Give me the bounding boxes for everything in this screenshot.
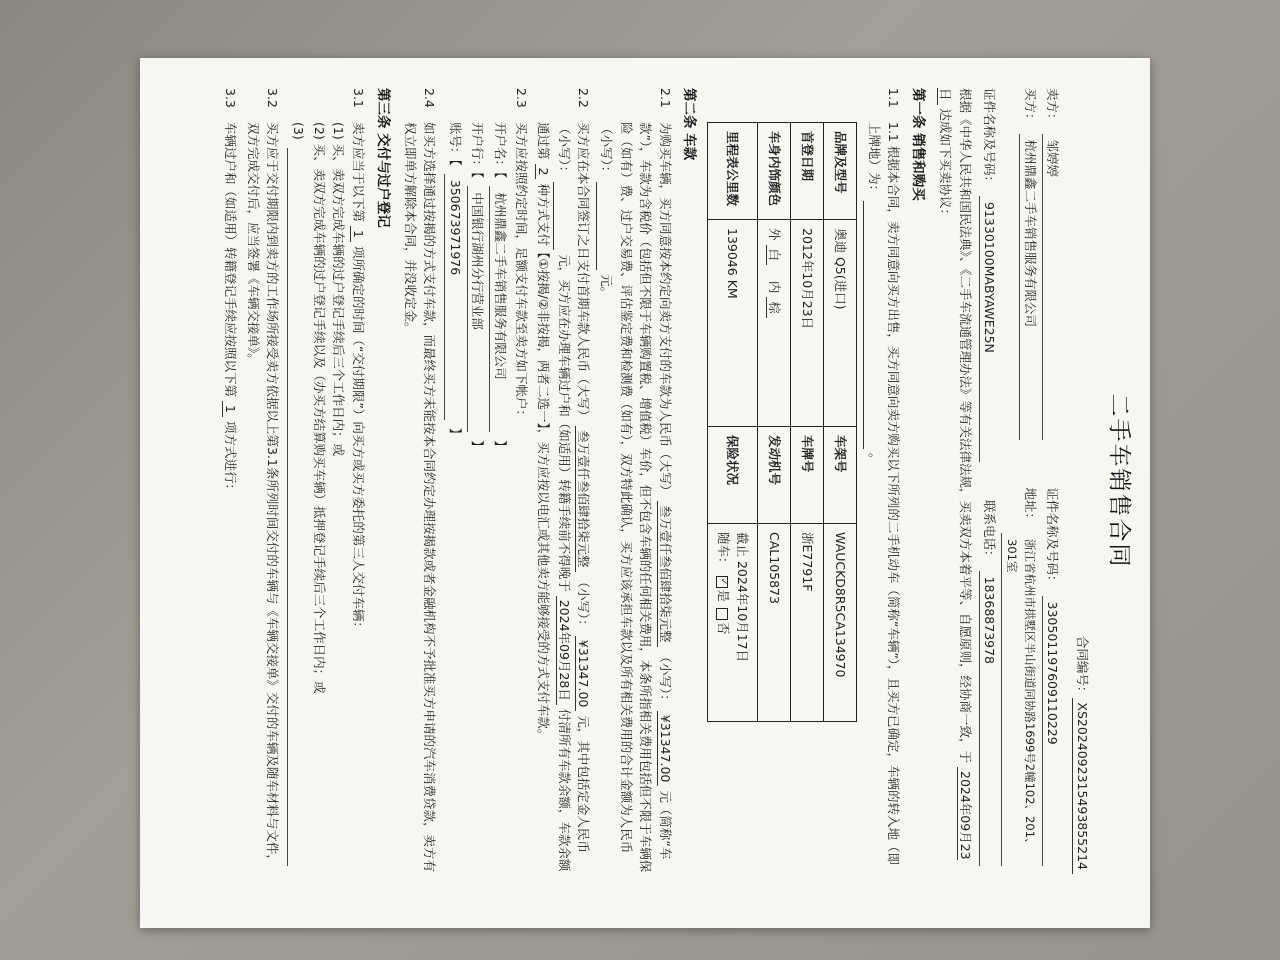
buyer-label: 买方：: [1022, 88, 1038, 126]
insurance-value: [708, 524, 758, 722]
no-label: 否: [715, 622, 731, 635]
clause-2-2: [534, 88, 593, 874]
buyer-row: [1001, 88, 1040, 874]
clause-text: 车辆过户和（如适用）转籍登记手续应按照以下第: [223, 122, 239, 398]
clause-3-3: [221, 88, 240, 874]
address-label: 地址：: [1022, 487, 1038, 526]
delivery-option-3: [287, 122, 307, 874]
account-name-label: 开户名：【: [492, 122, 508, 179]
checkbox-checked-icon: ✓: [716, 576, 728, 588]
contract-number: XS2024092315493855214: [1072, 698, 1092, 874]
bank-row: [467, 122, 487, 874]
color-value: [758, 220, 791, 427]
seller-label: 卖方：: [1044, 88, 1060, 126]
amount-small: ¥31347.00: [575, 636, 591, 712]
bracket: 】: [447, 427, 463, 441]
table-row: [708, 123, 758, 722]
clause-2-4: [401, 88, 440, 874]
seller-id-label: 证件名称及号码：: [1044, 487, 1060, 588]
clause-2-3: [442, 88, 531, 874]
clause-text: 为购买车辆，买方同意按本约定向卖方支付的车款为人民币（大写）: [657, 122, 673, 498]
brand-value: 奥迪 Q5(进口): [824, 220, 857, 427]
clause-text: 买方应按照约定时间，足额支付车款至卖方如下帐户：: [513, 122, 529, 423]
insurance-follow: [713, 532, 732, 713]
bracket: 】: [470, 440, 486, 453]
follow-label: 随车：: [715, 532, 731, 570]
option-3-label: (3): [290, 122, 306, 140]
phone-label: 联系电话：: [981, 500, 997, 563]
small-label: （小写）：: [576, 575, 592, 632]
seller-name: 邹婷婷: [1042, 134, 1062, 440]
account-name-row: [489, 122, 509, 874]
contract-number-row: [1072, 88, 1092, 874]
buyer-id-label: 证件名称及号码：: [981, 88, 997, 189]
clause-1-1: [863, 88, 903, 874]
exterior-color: 白: [766, 245, 782, 266]
clause-number: 1.1: [885, 88, 901, 108]
clause-3-1: [285, 88, 368, 874]
clause-text: 如买方选择通过按揭的方式支付车款，而最终买方未能按本合同约定办理按揭款或者金融机构不予批准买方申请的汽车消费贷款，卖方有权立即单方解除本合同，并没收定金。: [403, 122, 438, 873]
preamble-text: 根据《中华人民共和国民法典》、《二手车流通管理办法》等有关法律法规，买卖双方本着平等、自愿原则，经协商一致，于: [957, 88, 973, 764]
delivery-choice: 1: [350, 226, 366, 242]
clause-text: 买方应于交付期限内到卖方的工作场所接受卖方依据以上第3.1条所列时间交付的车辆与《车辆交接单》交付的车辆及随车材料与文件，双方完成交付后，应当签署《车辆交接单》。: [245, 122, 281, 867]
delivery-option-1: (1) 买、卖双方完成车辆的过户登记手续后三个工作日内；或: [331, 122, 347, 457]
brand-key: 品牌及型号: [824, 123, 857, 220]
clause-number: 2.4: [422, 88, 438, 108]
color-key: 车身内饰颜色: [758, 123, 791, 220]
buyer-id: 91330100MABYAWE25N: [979, 196, 999, 462]
contract-number-label: 合同编号：: [1075, 635, 1091, 699]
buyer-address: 浙江省杭州市拱墅区半山街道同协路1699号2幢102、201、301室: [1001, 533, 1038, 866]
table-row: [824, 123, 857, 722]
vin-value: WAUCKD8R5CA134970: [824, 524, 857, 722]
reg-date-key: 首登日期: [791, 123, 824, 220]
yes-label: 是: [715, 589, 731, 603]
reg-date-value: 2012年10月23日: [791, 220, 824, 427]
clause-text-rest3: 付清所有车款余额，车款余额通过第: [536, 122, 572, 872]
clause-text-rest: 项方式进行：: [223, 420, 239, 496]
clause-text-rest: 元（简称“车款”），车款为含税价（包括但不限于车辆购置税、增值税）车价，但不包含车辆的任何相关费用，本条所指相关费用包括但不限于车辆保险（如有）费、过户交易费、评估鉴定费和检测费（如有），双方特此确认，买方应该承担车款以及所有相关费用的合计金额为人民币（小写）：: [599, 122, 673, 873]
buyer-name: 杭州鼎鑫二手车销售服务有限公司: [1019, 134, 1039, 440]
exterior-label: 外: [766, 228, 782, 241]
delivery-option-2: (2) 买、卖双方完成车辆的过户登记手续以及（办买方结算购买车辆）抵押登记手续后三个工作日内；或: [311, 122, 327, 694]
article-3-heading: 第三条 交付与过户登记: [374, 88, 391, 228]
plate-value: 浙E7791F: [791, 524, 824, 722]
clause-number: 2.2: [576, 88, 592, 108]
checkbox-empty-icon: [716, 608, 728, 620]
clause-number: 2.3: [513, 88, 529, 108]
amount-upper: 叁万壹仟叁佰肆拾柒元整: [657, 501, 673, 647]
small-label: （小写）：: [657, 650, 673, 707]
clause-text: 卖方应当于以下第: [350, 122, 366, 223]
bracket: 】: [492, 440, 508, 453]
clause-text: 买方应在本合同签订之日支付首期车款人民币（大写）: [576, 122, 592, 423]
clause-text-rest: 项所确定的时间（“交付期限”）向买方或买方委托的第三人交付车辆：: [350, 245, 366, 634]
clause-number: 2.1: [657, 88, 673, 108]
preamble-end: 达成如下买卖协议：: [938, 108, 954, 222]
account-name: 杭州鼎鑫二手车销售服务有限公司: [489, 186, 509, 432]
bank-name: 中国银行湖州分行营业部: [467, 186, 487, 432]
clause-2-1: [596, 88, 675, 874]
document-title: 二手车销售合同: [1106, 393, 1132, 569]
mileage-key: 里程表公里数: [708, 123, 758, 220]
payment-way: 2: [535, 164, 551, 180]
mileage-value: 139046 KM: [708, 220, 758, 427]
clause-number: 3.1: [350, 88, 366, 108]
clause-text-rest4: 种方式支付【①按揭/②非按揭，两者二选一】，买方应按以电汇或其他卖方能够接受的方式支付车款。: [536, 183, 552, 742]
interior-label: 内: [766, 280, 782, 294]
bank-label: 开户行：【: [470, 122, 486, 179]
amount-small: ¥31347.00: [657, 711, 673, 787]
clause-text-rest: 元，其中包括定金人民币（小写）：: [556, 122, 592, 853]
seller-id: 330501197609110229: [1042, 596, 1062, 866]
contract-paper: [140, 58, 1150, 928]
insurance-key: 保险状况: [708, 427, 758, 524]
account-number-label: 账号：【: [447, 122, 463, 166]
buyer-phone: 18368873978: [979, 571, 999, 866]
article-1-heading: 第一条 销售和购买: [909, 88, 926, 201]
table-row: [791, 123, 824, 722]
document-rotated: [140, 58, 1150, 908]
account-number: 350673971976: [444, 174, 464, 420]
clause-text: 1.1 根据本合同，卖方同意向买方出售，买方同意向卖方购买以下所列的二手机动车（简称“车辆”），且买方已确定，车辆的转入地（即上牌地）为：: [866, 122, 901, 866]
article-2-heading: 第二条 车款: [681, 88, 698, 161]
clause-text-rest2: 元，买方应在办理车辆过户和（如适用）转籍手续前不得晚于: [556, 254, 572, 592]
account-number-row: [444, 122, 464, 874]
insurance-until: 截止 2024年10月17日: [735, 532, 751, 663]
buyer-id-row: [979, 88, 999, 874]
table-row: [758, 123, 791, 722]
transfer-choice: 1: [222, 401, 238, 417]
seller-row: [1042, 88, 1062, 874]
payoff-date: 2024年09月28日: [556, 596, 572, 705]
preamble-date: 2024年09月23日: [938, 88, 973, 860]
clause-3-2: [243, 88, 282, 874]
clause-end: 元。: [599, 274, 615, 300]
preamble: [936, 88, 975, 874]
vehicle-table: [707, 122, 857, 722]
engine-value: CAL105873: [758, 524, 791, 722]
interior-color: 棕: [766, 297, 782, 318]
plate-key: 车牌号: [791, 427, 824, 524]
clause-number: 3.3: [223, 88, 239, 108]
engine-key: 发动机号: [758, 427, 791, 524]
clause-number: 3.2: [265, 88, 281, 108]
vin-key: 车架号: [824, 427, 857, 524]
clause-end: 。: [866, 452, 882, 466]
amount-upper: 叁万壹仟叁佰肆拾柒元整: [575, 426, 591, 572]
